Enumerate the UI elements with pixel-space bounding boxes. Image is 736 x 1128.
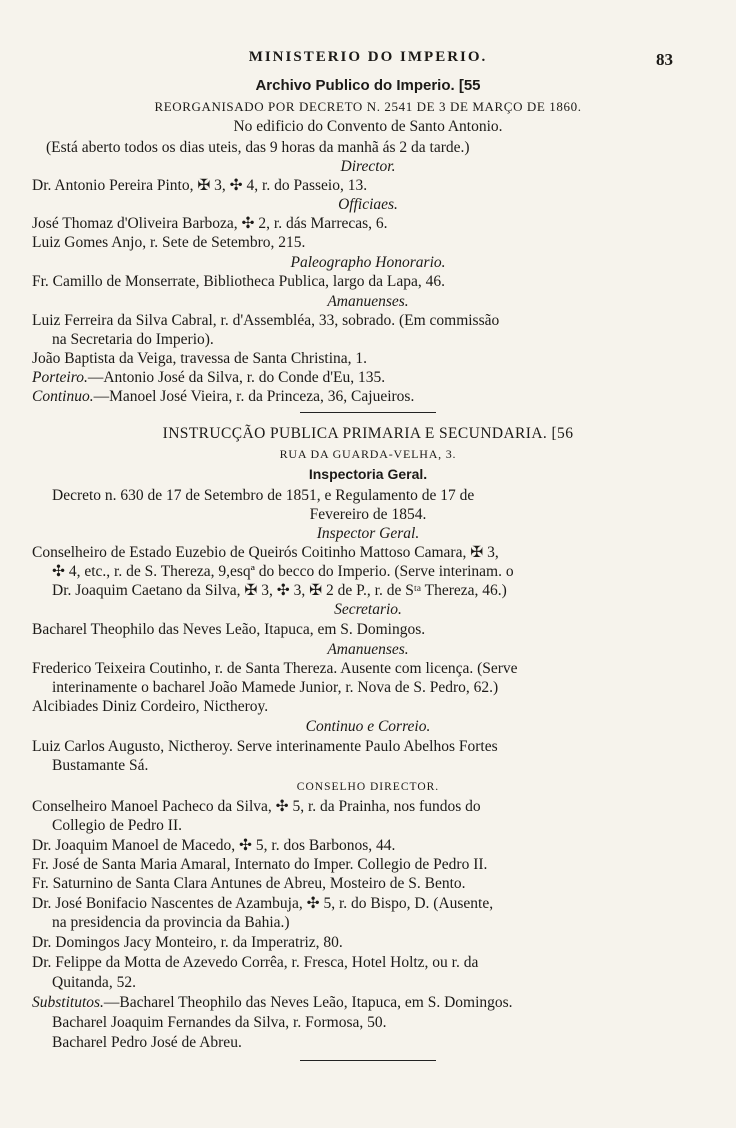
instruccao-address: RUA DA GUARDA-VELHA, 3. bbox=[279, 447, 457, 461]
secretario-label: Secretario. bbox=[334, 601, 402, 618]
conselho-entry: Dr. José Bonifacio Nascentes de Azambuja, ✣ 5, r. do Bispo, D. (Ausente, bbox=[32, 895, 494, 912]
continuo-label: Continuo e Correio. bbox=[305, 718, 431, 735]
decreto-text-cont: Fevereiro de 1854. bbox=[309, 506, 427, 523]
archivo-decreto: REORGANISADO POR DECRETO N. 2541 DE 3 DE MARÇO DE 1860. bbox=[154, 99, 582, 114]
end-divider bbox=[300, 1060, 436, 1061]
conselho-entry: Conselheiro Manoel Pacheco da Silva, ✣ 5, r. da Prainha, nos fundos do bbox=[32, 798, 481, 815]
conselho-entry-cont: Quitanda, 52. bbox=[52, 974, 136, 991]
archivo-local: No edificio do Convento de Santo Antonio. bbox=[233, 118, 503, 135]
conselho-entry-cont: Collegio de Pedro II. bbox=[52, 817, 183, 834]
amanuenses-label: Amanuenses. bbox=[327, 641, 409, 658]
paleographo-label: Paleographo Honorario. bbox=[290, 254, 446, 271]
amanuenses-label: Amanuenses. bbox=[327, 293, 409, 310]
substitutos-entry: Substitutos.—Bacharel Theophilo das Neves Leão, Itapuca, em S. Domingos. bbox=[32, 994, 513, 1011]
director-entry: Dr. Antonio Pereira Pinto, ✠ 3, ✣ 4, r. do Passeio, 13. bbox=[32, 177, 368, 194]
amanuense-entry: Frederico Teixeira Coutinho, r. de Santa Thereza. Ausente com licença. (Serve bbox=[32, 660, 518, 677]
inspectoria-heading: Inspectoria Geral. bbox=[308, 466, 428, 482]
official-entry: Luiz Gomes Anjo, r. Sete de Setembro, 215. bbox=[32, 234, 306, 251]
conselho-entry: Dr. Felippe da Motta de Azevedo Corrêa, r. Fresca, Hotel Holtz, ou r. da bbox=[32, 954, 479, 971]
decreto-text: Decreto n. 630 de 17 de Setembro de 1851, e Regulamento de 17 de bbox=[52, 487, 475, 504]
running-title: MINISTERIO DO IMPERIO. bbox=[248, 49, 488, 65]
continuo-entry: Luiz Carlos Augusto, Nictheroy. Serve interinamente Paulo Abelhos Fortes bbox=[32, 738, 498, 755]
amanuense-entry: João Baptista da Veiga, travessa de Santa Christina, 1. bbox=[32, 350, 368, 367]
conselho-entry-cont: na presidencia da provincia da Bahia.) bbox=[52, 914, 290, 931]
secretario-entry: Bacharel Theophilo das Neves Leão, Itapuca, em S. Domingos. bbox=[32, 621, 426, 638]
continuo-entry-cont: Bustamante Sá. bbox=[52, 757, 149, 774]
substituto-entry: Bacharel Pedro José de Abreu. bbox=[52, 1034, 242, 1051]
inspector-label: Inspector Geral. bbox=[316, 525, 420, 542]
inspector-entry-cont: ✣ 4, etc., r. de S. Thereza, 9,esqª do becco do Imperio. (Serve interinam. o bbox=[52, 563, 514, 580]
conselho-entry: Fr. José de Santa Maria Amaral, Internato do Imper. Collegio de Pedro II. bbox=[32, 856, 488, 873]
conselho-heading: CONSELHO DIRECTOR. bbox=[296, 781, 440, 793]
porteiro-entry: Porteiro.—Antonio José da Silva, r. do Conde d'Eu, 135. bbox=[32, 369, 386, 386]
amanuense-entry: Alcibiades Diniz Cordeiro, Nictheroy. bbox=[32, 698, 269, 715]
archivo-heading: Archivo Publico do Imperio. [55 bbox=[255, 77, 481, 94]
official-entry: José Thomaz d'Oliveira Barboza, ✣ 2, r. dás Marrecas, 6. bbox=[32, 215, 388, 232]
archivo-horario: (Está aberto todos os dias uteis, das 9 horas da manhã ás 2 da tarde.) bbox=[46, 139, 470, 156]
amanuense-entry-cont: na Secretaria do Imperio). bbox=[52, 331, 214, 348]
director-label: Director. bbox=[340, 158, 396, 175]
page-number: 83 bbox=[656, 50, 673, 69]
amanuense-entry-cont: interinamente o bacharel João Mamede Junior, r. Nova de S. Pedro, 62.) bbox=[52, 679, 499, 696]
amanuense-entry: Luiz Ferreira da Silva Cabral, r. d'Assembléa, 33, sobrado. (Em commissão bbox=[32, 312, 500, 329]
continuo-entry: Continuo.—Manoel José Vieira, r. da Princeza, 36, Cajueiros. bbox=[32, 388, 415, 405]
conselho-entry: Fr. Saturnino de Santa Clara Antunes de Abreu, Mosteiro de S. Bento. bbox=[32, 875, 466, 892]
inspector-entry-cont: Dr. Joaquim Caetano da Silva, ✠ 3, ✣ 3, ✠ 2 de P., r. de Sᵗᵃ Thereza, 46.) bbox=[52, 582, 507, 599]
substituto-entry: Bacharel Joaquim Fernandes da Silva, r. Formosa, 50. bbox=[52, 1014, 387, 1031]
conselho-entry: Dr. Joaquim Manoel de Macedo, ✣ 5, r. dos Barbonos, 44. bbox=[32, 837, 396, 854]
officiaes-label: Officiaes. bbox=[338, 196, 398, 213]
section-divider bbox=[300, 412, 436, 413]
conselho-entry: Dr. Domingos Jacy Monteiro, r. da Imperatriz, 80. bbox=[32, 934, 343, 951]
paleographo-entry: Fr. Camillo de Monserrate, Bibliotheca Publica, largo da Lapa, 46. bbox=[32, 273, 445, 290]
instruccao-heading: INSTRUCÇÃO PUBLICA PRIMARIA E SECUNDARIA. [56 bbox=[162, 425, 574, 442]
inspector-entry: Conselheiro de Estado Euzebio de Queirós Coitinho Mattoso Camara, ✠ 3, bbox=[32, 544, 499, 561]
